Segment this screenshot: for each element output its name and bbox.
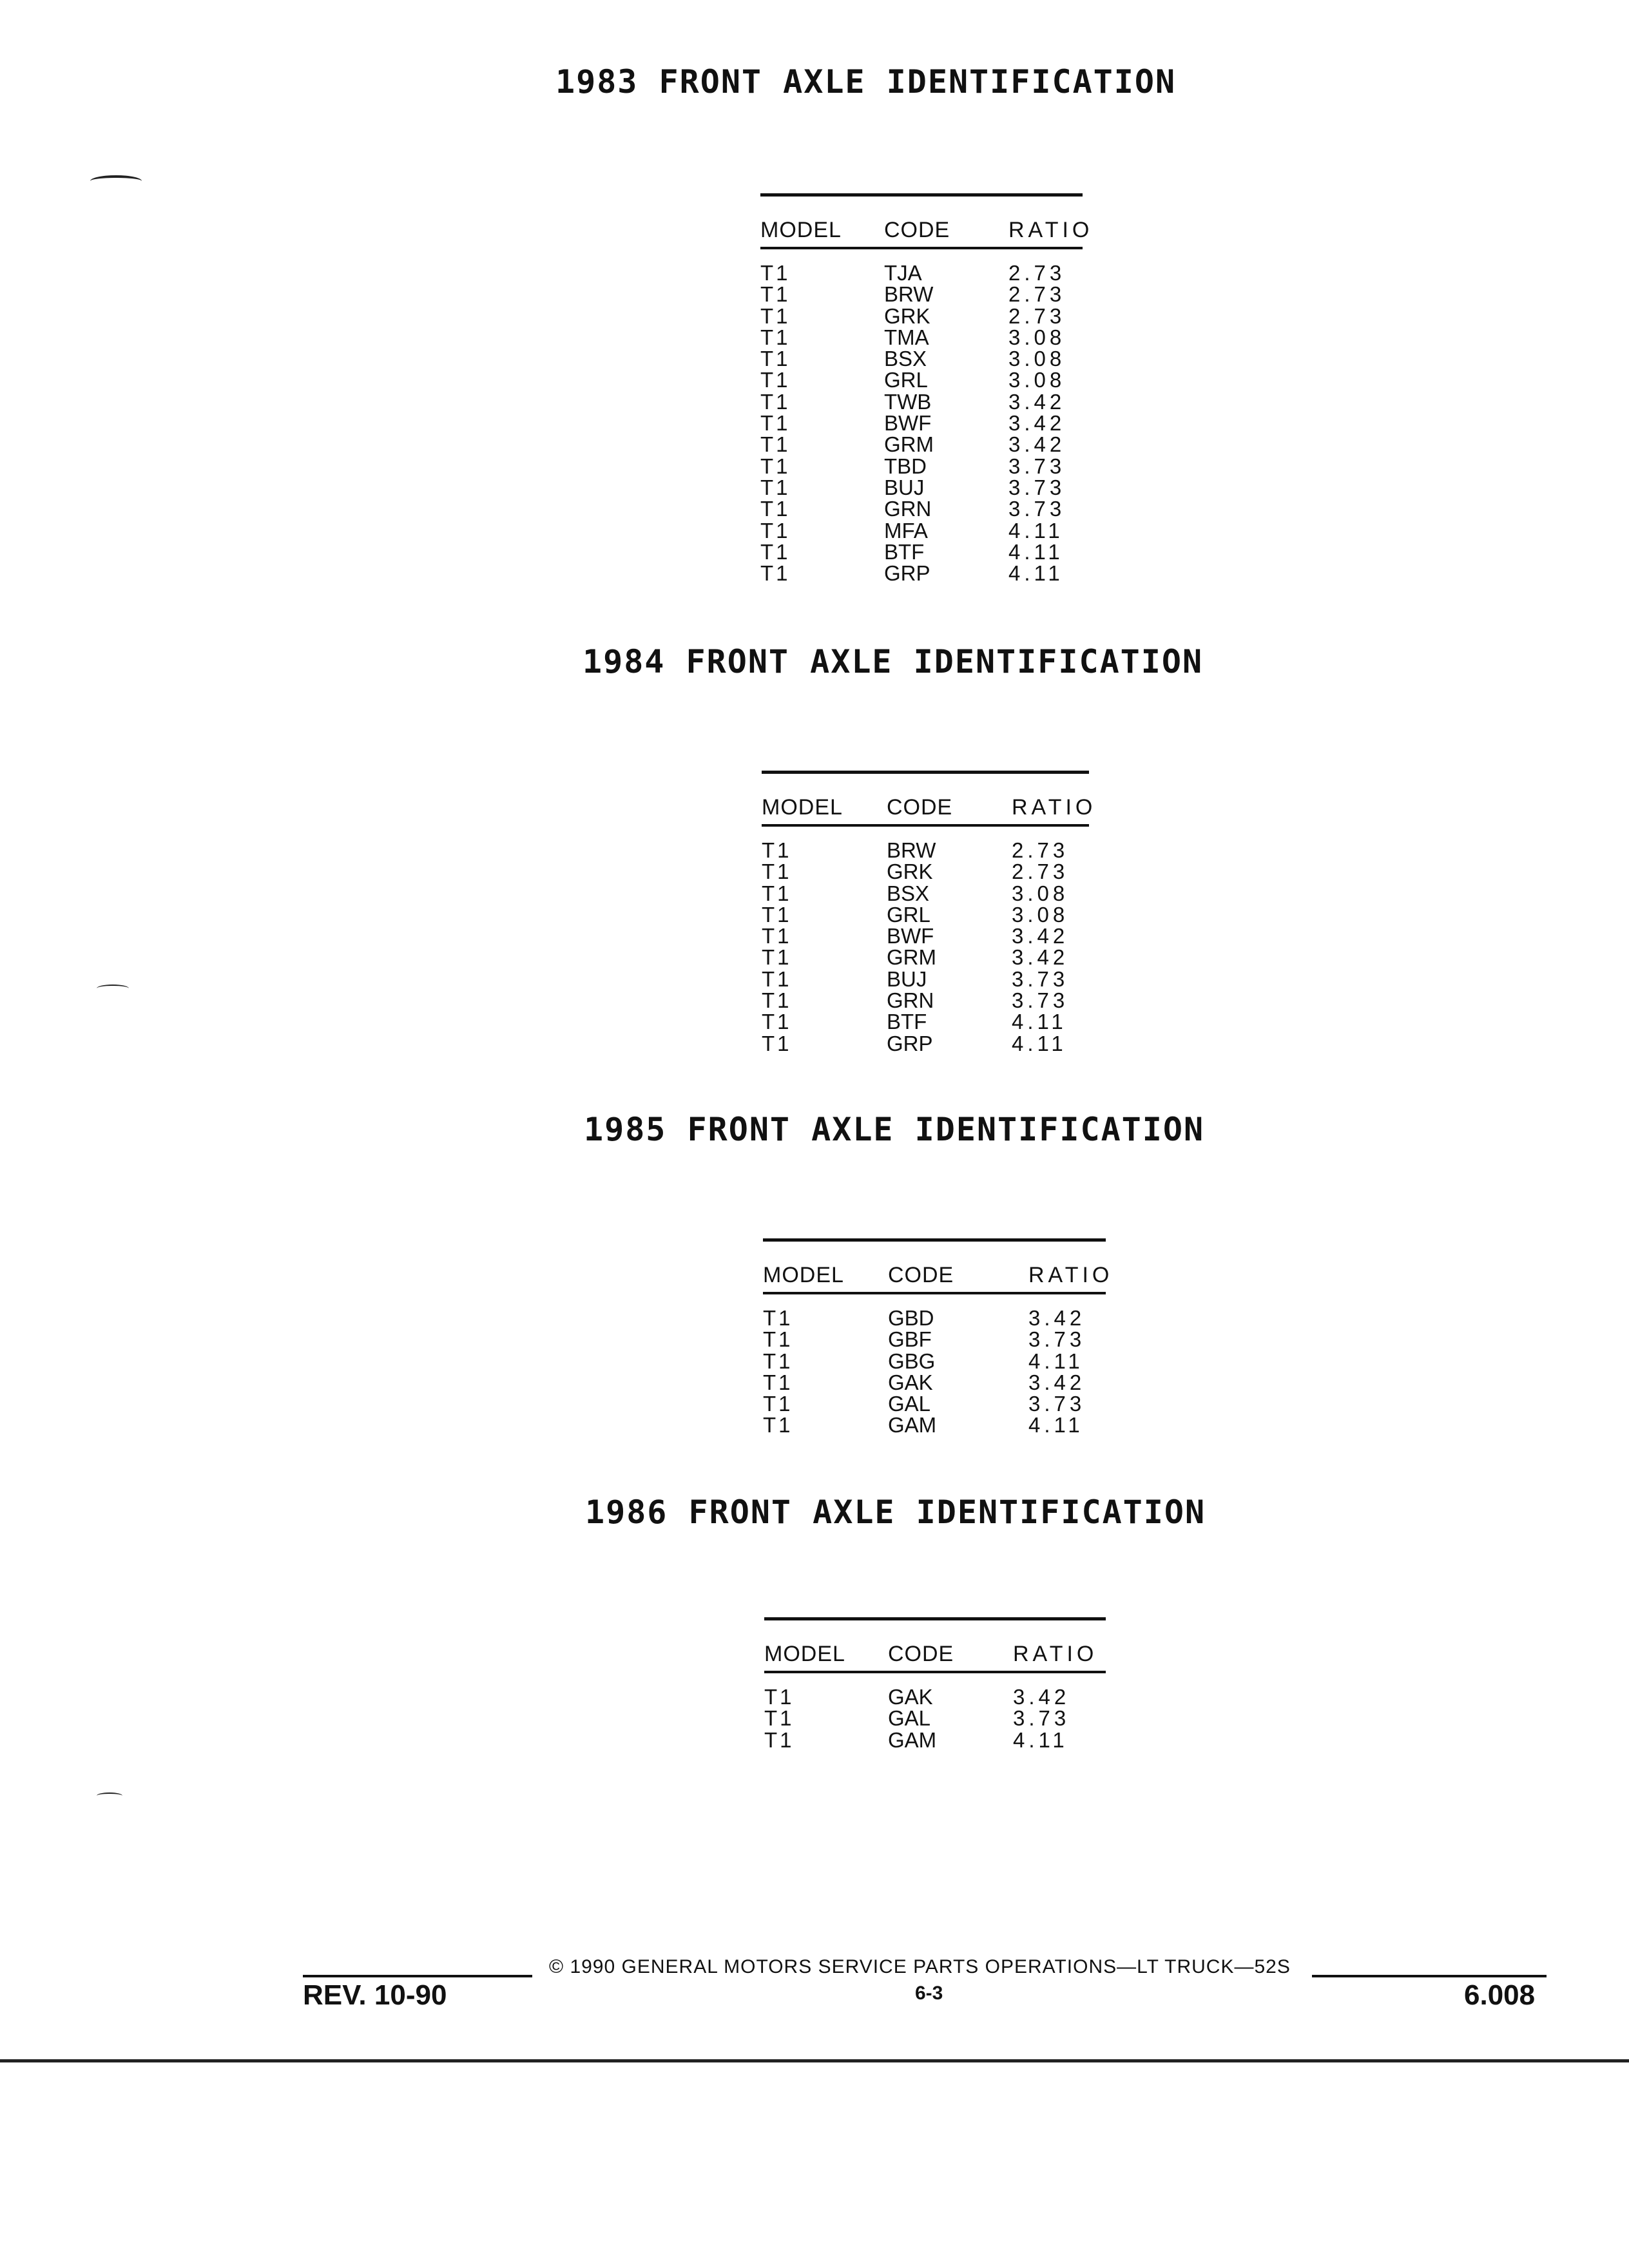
model-cell: T1: [763, 1306, 793, 1330]
table-row: [760, 477, 1083, 498]
code-cell: MFA: [884, 518, 928, 543]
table-row: [760, 520, 1083, 541]
code-cell: GAM: [888, 1727, 937, 1752]
ratio-cell: 3.08: [1012, 902, 1069, 927]
ratio-cell: 3.42: [1028, 1370, 1086, 1394]
table-row: [764, 1729, 1106, 1751]
section-title-1985: 1985 FRONT AXLE IDENTIFICATION: [584, 1111, 1205, 1148]
header-code: CODE: [884, 218, 950, 242]
model-cell: T1: [760, 497, 791, 521]
model-cell: T1: [760, 411, 791, 436]
table-row: [762, 904, 1089, 925]
ratio-cell: 3.73: [1008, 497, 1066, 521]
model-cell: T1: [764, 1685, 795, 1709]
model-cell: T1: [760, 539, 791, 564]
code-cell: GRP: [884, 561, 930, 586]
table-row: [760, 327, 1083, 348]
ratio-cell: 3.42: [1008, 432, 1066, 457]
ratio-cell: 2.73: [1012, 838, 1069, 862]
table-row: [764, 1707, 1106, 1729]
code-cell: BWF: [884, 411, 932, 436]
model-cell: T1: [760, 389, 791, 414]
table-body: [763, 1294, 1106, 1436]
code-cell: BTF: [887, 1010, 927, 1034]
code-cell: GAM: [888, 1413, 937, 1437]
code-cell: BUJ: [887, 966, 927, 991]
code-cell: BRW: [887, 838, 936, 862]
code-cell: GAL: [888, 1706, 931, 1731]
table-row: [760, 541, 1083, 562]
table-row: [760, 262, 1083, 284]
model-cell: T1: [763, 1413, 793, 1437]
model-cell: T1: [762, 902, 792, 927]
ratio-cell: 4.11: [1028, 1349, 1084, 1373]
ratio-cell: 2.73: [1008, 303, 1066, 328]
ratio-cell: 3.73: [1012, 988, 1069, 1013]
ratio-cell: 3.73: [1008, 454, 1066, 478]
table-row: [762, 990, 1089, 1011]
header-code: CODE: [887, 795, 953, 820]
model-cell: T1: [762, 924, 792, 948]
model-cell: T1: [762, 1010, 792, 1034]
table-row: [763, 1350, 1106, 1372]
table-row: [760, 498, 1083, 519]
ratio-cell: 3.73: [1028, 1392, 1086, 1416]
table-row: [762, 840, 1089, 861]
model-cell: T1: [760, 368, 791, 392]
table-row: [763, 1329, 1106, 1350]
table-row: [760, 305, 1083, 327]
model-cell: T1: [763, 1392, 793, 1416]
code-cell: GBD: [888, 1306, 934, 1330]
code-cell: GRM: [887, 945, 936, 970]
model-cell: T1: [762, 945, 792, 970]
code-cell: TMA: [884, 325, 929, 349]
scan-mark: [97, 985, 129, 992]
table-row: [760, 284, 1083, 305]
model-cell: T1: [760, 561, 791, 586]
table-header: [764, 1620, 1106, 1673]
table-row: [760, 434, 1083, 455]
ratio-cell: 4.11: [1008, 518, 1064, 543]
code-cell: BTF: [884, 539, 925, 564]
model-cell: T1: [762, 838, 792, 862]
code-cell: GRL: [887, 902, 930, 927]
table-header: [760, 197, 1094, 249]
table-row: [760, 412, 1083, 434]
code-cell: GRK: [884, 303, 930, 328]
section-title-1983: 1983 FRONT AXLE IDENTIFICATION: [555, 63, 1177, 101]
header-model: MODEL: [762, 795, 843, 820]
table-row: [762, 1011, 1089, 1032]
footer-rule-left: [303, 1975, 532, 1977]
code-cell: GBF: [888, 1327, 932, 1352]
table-row: [763, 1372, 1106, 1393]
ratio-cell: 3.73: [1028, 1327, 1086, 1352]
ratio-cell: 3.08: [1012, 881, 1069, 905]
ratio-cell: 3.08: [1008, 368, 1066, 392]
ratio-cell: 3.73: [1012, 966, 1069, 991]
code-cell: GBG: [888, 1349, 936, 1373]
model-cell: T1: [760, 325, 791, 349]
header-model: MODEL: [763, 1263, 844, 1287]
model-cell: T1: [760, 282, 791, 307]
code-cell: GRP: [887, 1031, 933, 1055]
code-cell: TJA: [884, 261, 922, 285]
model-cell: T1: [760, 303, 791, 328]
table-row: [760, 562, 1083, 584]
ratio-cell: 2.73: [1008, 282, 1066, 307]
code-cell: GAK: [888, 1685, 933, 1709]
code-cell: BRW: [884, 282, 934, 307]
table-row: [760, 348, 1083, 369]
model-cell: T1: [763, 1349, 793, 1373]
code-cell: GRN: [887, 988, 934, 1013]
footer-rule-right: [1312, 1975, 1547, 1977]
header-model: MODEL: [760, 218, 842, 242]
code-cell: GAK: [888, 1370, 933, 1394]
model-cell: T1: [760, 475, 791, 499]
model-cell: T1: [764, 1727, 795, 1752]
header-ratio: RATIO: [1012, 795, 1097, 820]
model-cell: T1: [760, 454, 791, 478]
scan-mark: [90, 175, 142, 187]
model-cell: T1: [763, 1370, 793, 1394]
ratio-cell: 4.11: [1008, 539, 1064, 564]
scan-mark: [97, 1792, 122, 1799]
table-row: [763, 1307, 1106, 1329]
page-bottom-rule: [0, 2059, 1629, 2062]
axle-table-1986: [764, 1617, 1106, 1751]
header-code: CODE: [888, 1263, 954, 1287]
header-model: MODEL: [764, 1642, 845, 1666]
model-cell: T1: [764, 1706, 795, 1731]
table-row: [762, 1033, 1089, 1054]
code-cell: BUJ: [884, 475, 925, 499]
axle-table-1984: [762, 771, 1097, 1055]
model-cell: T1: [762, 966, 792, 991]
code-cell: GRL: [884, 368, 928, 392]
model-cell: T1: [760, 518, 791, 543]
revision-label: REV. 10-90: [303, 1979, 447, 2011]
header-ratio: RATIO: [1013, 1642, 1098, 1666]
model-cell: T1: [760, 261, 791, 285]
table-body: [762, 827, 1089, 1054]
code-cell: GRN: [884, 497, 932, 521]
header-ratio: RATIO: [1008, 218, 1094, 242]
code-cell: GAL: [888, 1392, 931, 1416]
ratio-cell: 3.42: [1012, 945, 1069, 970]
code-cell: BSX: [887, 881, 930, 905]
table-header: [763, 1242, 1113, 1294]
ratio-cell: 4.11: [1012, 1031, 1067, 1055]
table-row: [764, 1686, 1106, 1707]
model-cell: T1: [760, 432, 791, 457]
ratio-cell: 4.11: [1012, 1010, 1067, 1034]
table-row: [760, 391, 1083, 412]
ratio-cell: 2.73: [1008, 261, 1066, 285]
model-cell: T1: [762, 860, 792, 884]
table-header: [762, 774, 1097, 827]
ratio-cell: 3.42: [1028, 1306, 1086, 1330]
ratio-cell: 3.42: [1008, 411, 1066, 436]
code-cell: TWB: [884, 389, 932, 414]
model-cell: T1: [763, 1327, 793, 1352]
axle-table-1985: [763, 1238, 1113, 1437]
model-cell: T1: [762, 1031, 792, 1055]
code-cell: TBD: [884, 454, 927, 478]
ratio-cell: 4.11: [1008, 561, 1064, 586]
page-number: 6-3: [915, 1983, 943, 2004]
footer-copyright: © 1990 GENERAL MOTORS SERVICE PARTS OPERATIONS—LT TRUCK—52S: [549, 1956, 1291, 1977]
ratio-cell: 4.11: [1028, 1413, 1084, 1437]
ratio-cell: 3.42: [1008, 389, 1066, 414]
ratio-cell: 3.73: [1008, 475, 1066, 499]
table-row: [763, 1414, 1106, 1436]
section-title-1984: 1984 FRONT AXLE IDENTIFICATION: [583, 643, 1204, 680]
table-row: [762, 861, 1089, 882]
model-cell: T1: [762, 881, 792, 905]
table-row: [762, 883, 1089, 904]
header-ratio: RATIO: [1028, 1263, 1113, 1287]
ratio-cell: 4.11: [1013, 1727, 1068, 1752]
ratio-cell: 3.42: [1013, 1685, 1070, 1709]
header-code: CODE: [888, 1642, 954, 1666]
table-body: [760, 249, 1083, 584]
model-cell: T1: [762, 988, 792, 1013]
table-row: [760, 456, 1083, 477]
document-number: 6.008: [1464, 1979, 1536, 2011]
table-row: [760, 369, 1083, 390]
section-title-1986: 1986 FRONT AXLE IDENTIFICATION: [585, 1494, 1206, 1531]
table-row: [762, 968, 1089, 990]
table-row: [762, 947, 1089, 968]
ratio-cell: 2.73: [1012, 860, 1069, 884]
ratio-cell: 3.42: [1012, 924, 1069, 948]
axle-table-1983: [760, 193, 1094, 586]
table-row: [763, 1393, 1106, 1414]
table-row: [762, 925, 1089, 947]
code-cell: BSX: [884, 347, 927, 371]
code-cell: GRM: [884, 432, 934, 457]
ratio-cell: 3.73: [1013, 1706, 1070, 1731]
ratio-cell: 3.08: [1008, 325, 1066, 349]
table-body: [764, 1673, 1106, 1751]
model-cell: T1: [760, 347, 791, 371]
ratio-cell: 3.08: [1008, 347, 1066, 371]
code-cell: GRK: [887, 860, 933, 884]
code-cell: BWF: [887, 924, 934, 948]
